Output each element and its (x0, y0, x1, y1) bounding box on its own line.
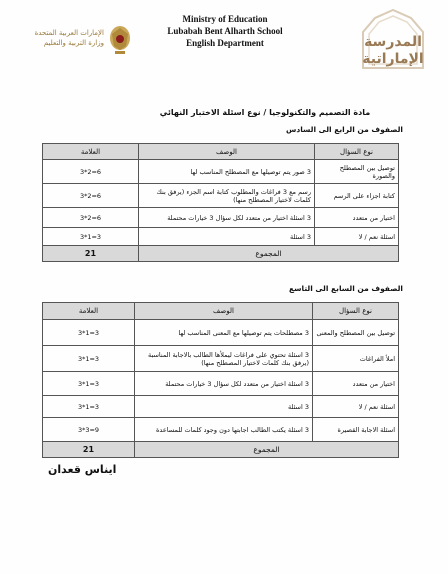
total-value: 21 (43, 442, 135, 458)
question-type-cell: توصيل بين المصطلح والصورة (315, 160, 399, 184)
question-type-cell: اختيار من متعدد (315, 208, 399, 228)
table-row (43, 184, 399, 208)
column-header: الوصف (139, 144, 315, 160)
mark-cell: 3*1=3 (43, 228, 139, 246)
mark-cell: 3*2=6 (43, 160, 139, 184)
mark-cell: 3*1=3 (43, 396, 135, 418)
column-header: العلامة (43, 144, 139, 160)
column-header: نوع السؤال (313, 303, 399, 320)
table-row (43, 320, 399, 346)
description-cell: 3 اسئلة اختيار من متعدد لكل سؤال 3 خيارات محتملة (135, 372, 313, 396)
question-type-cell: اسئلة الاجابة القصيرة (313, 418, 399, 442)
table-row (43, 228, 399, 246)
question-type-cell: اسئلة نعم / لا (313, 396, 399, 418)
question-type-cell: اختيار من متعدد (313, 372, 399, 396)
total-row (43, 246, 399, 262)
section1-table (42, 143, 399, 262)
section1-heading: الصفوف من الرابع الى السادس (286, 125, 403, 134)
description-cell: رسم مع 3 فراغات والمطلوب كتابة اسم الجزء (يرفق بنك كلمات لاختيار المصطلح منها) (139, 184, 315, 208)
total-label: المجموع (135, 442, 399, 458)
total-row (43, 442, 399, 458)
question-type-cell: كتابة اجزاء على الرسم (315, 184, 399, 208)
column-header: الوصف (135, 303, 313, 320)
column-header: العلامة (43, 303, 135, 320)
document-title: مادة التصميم والتكنولوجيا / نوع اسئلة الاختبار النهائي (159, 108, 371, 117)
column-header: نوع السؤال (315, 144, 399, 160)
description-cell: 3 اسئلة (139, 228, 315, 246)
total-value: 21 (43, 246, 139, 262)
table-row (43, 208, 399, 228)
uae-emblem-icon (108, 24, 132, 56)
table-row (43, 418, 399, 442)
section2-heading: الصفوف من السابع الى التاسع (289, 284, 403, 293)
table-row (43, 346, 399, 372)
description-cell: 3 اسئلة تحتوي على فراغات ليملأها الطالب بالاجابة المناسبة (يرفق بنك كلمات لاختيار المصطلح منها) (135, 346, 313, 372)
table-row (43, 396, 399, 418)
mark-cell: 3*2=6 (43, 184, 139, 208)
question-type-cell: توصيل بين المصطلح والمعنى (313, 320, 399, 346)
description-cell: 3 مصطلحات يتم توصيلها مع المعنى المناسب لها (135, 320, 313, 346)
teacher-name: ايناس قعدان (48, 463, 117, 476)
mark-cell: 3*2=6 (43, 208, 139, 228)
description-cell: 3 اسئلة (135, 396, 313, 418)
school-header (140, 13, 310, 49)
question-type-cell: اسئلة نعم / لا (315, 228, 399, 246)
emirati-school-logo-text: المدرسة الإماراتية (362, 34, 424, 67)
mark-cell: 3*3=9 (43, 418, 135, 442)
mark-cell: 3*1=3 (43, 372, 135, 396)
table-row (43, 160, 399, 184)
table-row (43, 372, 399, 396)
mark-cell: 3*1=3 (43, 346, 135, 372)
total-label: المجموع (139, 246, 399, 262)
uae-ministry-logo-text: الإمارات العربية المتحدة وزارة التربية والتعليم (34, 29, 104, 47)
question-type-cell: املأ الفراغات (313, 346, 399, 372)
mark-cell: 3*1=3 (43, 320, 135, 346)
section2-table (42, 302, 399, 458)
description-cell: 3 اسئلة اختيار من متعدد لكل سؤال 3 خيارات محتملة (139, 208, 315, 228)
ministry-name: Ministry of Education (182, 14, 268, 24)
school-name: Lubabah Bent Alharth School (167, 26, 283, 36)
description-cell: 3 صور يتم توصيلها مع المصطلح المناسب لها (139, 160, 315, 184)
description-cell: 3 اسئلة يكتب الطالب اجابتها دون وجود كلمات للمساعدة (135, 418, 313, 442)
department-name: English Department (186, 38, 264, 48)
